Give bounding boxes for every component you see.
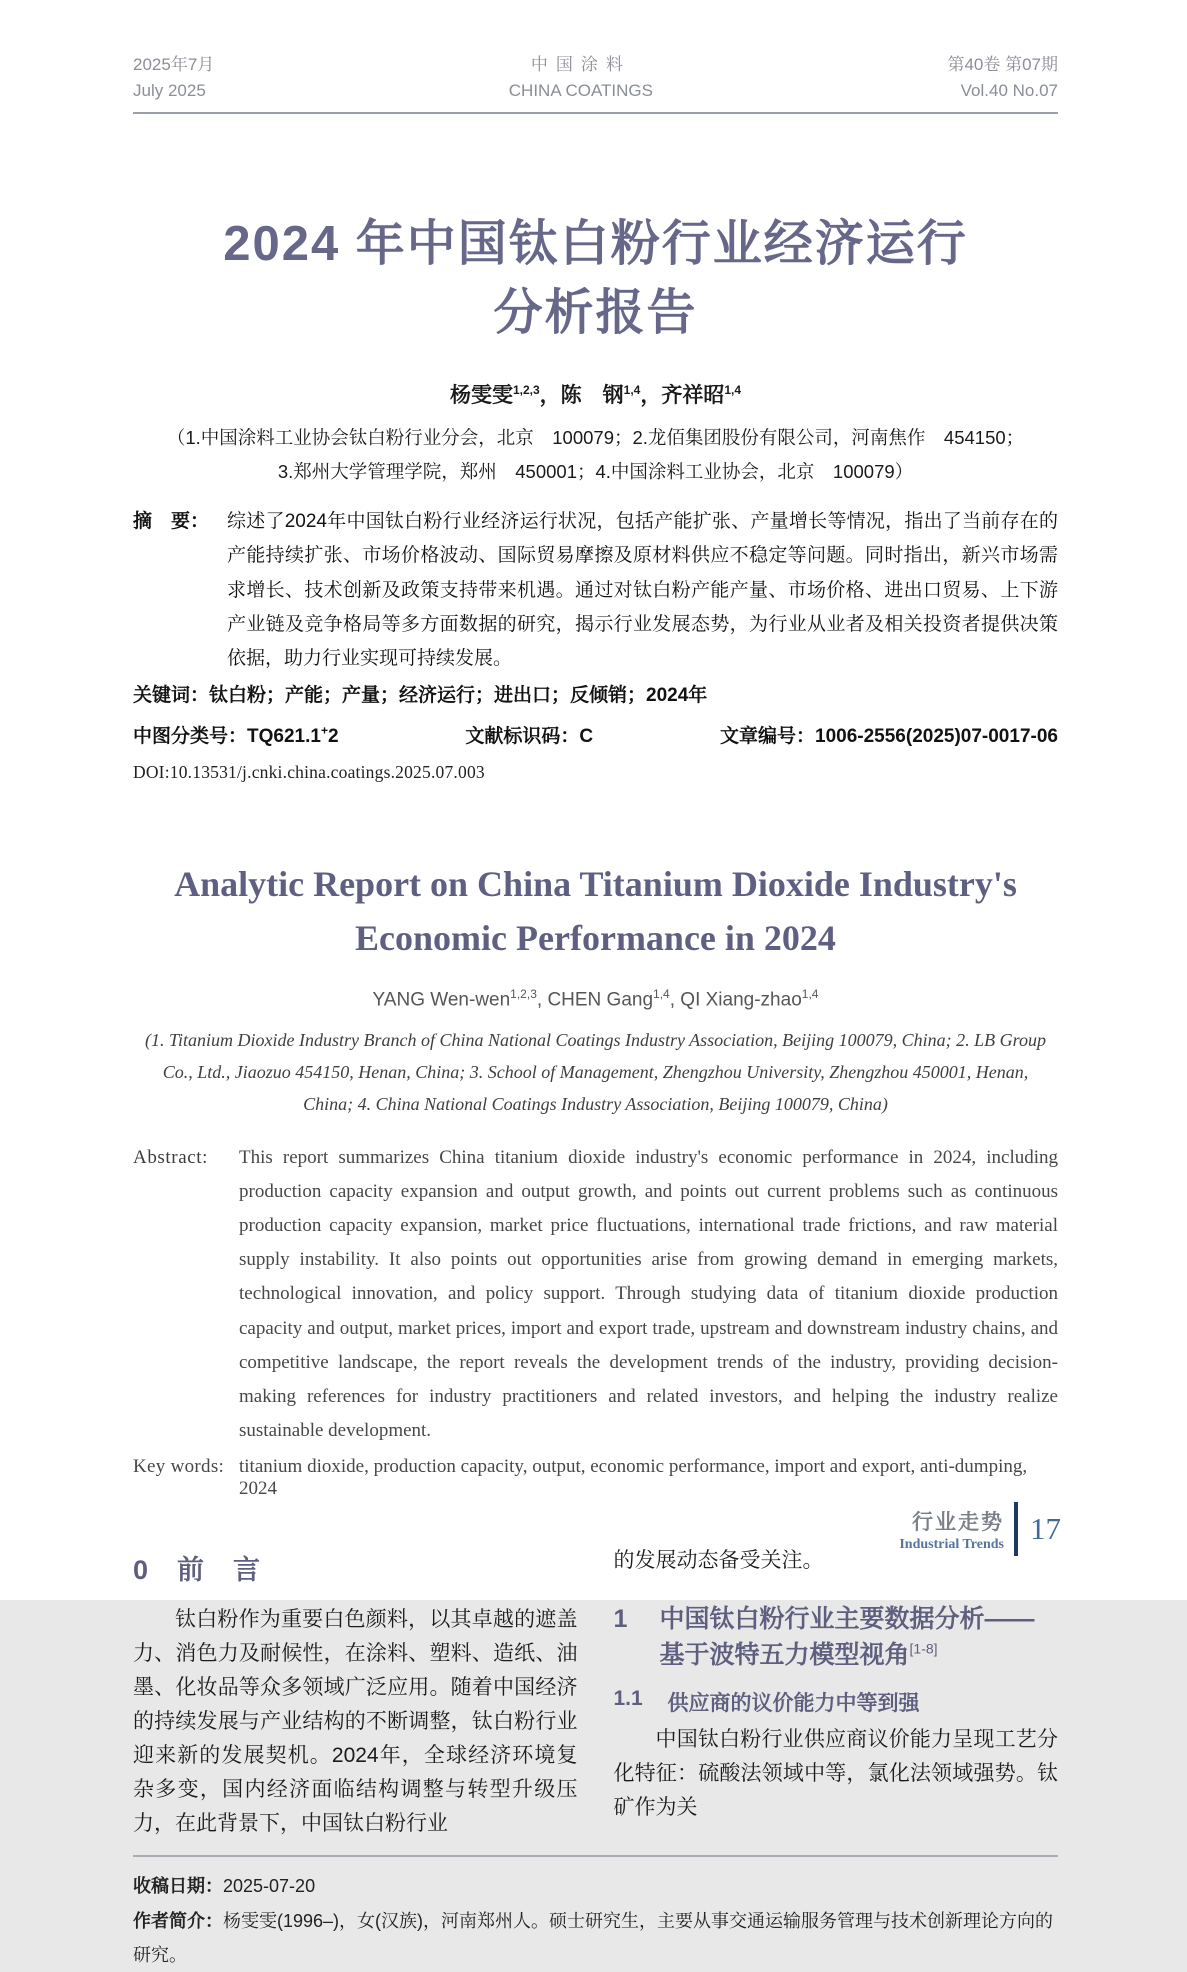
journal-name-en: CHINA COATINGS	[508, 81, 653, 101]
article-meta-row	[133, 721, 1058, 748]
section-1-heading	[614, 1602, 1059, 1673]
abstract-en-label: Abstract:	[133, 1146, 209, 1168]
column-name	[899, 1506, 1014, 1553]
author-name-en: YANG Wen-wen	[372, 989, 511, 1011]
keywords-cn-label: 关键词：	[133, 685, 210, 707]
continuation-paragraph: 的发展动态备受关注。	[613, 1549, 824, 1573]
english-section	[133, 857, 1058, 1500]
clc-number	[133, 721, 339, 748]
author-affil-sup-en: 1,4	[653, 987, 670, 1002]
header-volume-issue	[947, 52, 1058, 105]
author-affil-sup-en: 1,4	[801, 987, 819, 1002]
journal-header	[133, 52, 1058, 114]
keywords-en	[133, 1456, 1058, 1500]
author-name-en: QI Xiang-zhao	[680, 989, 802, 1011]
authors-en	[133, 987, 1058, 1011]
article-title-cn-line1: 2024 年中国钛白粉行业经济运行	[223, 216, 968, 271]
keywords-en-text: titanium dioxide, production capacity, output, economic performance, import and export, anti-dumping, 2024	[239, 1456, 1028, 1500]
authors-cn	[133, 379, 1058, 409]
document-code-value: C	[579, 726, 594, 748]
section-1-number: 1	[613, 1605, 628, 1634]
section-0-paragraph: 钛白粉作为重要白色颜料，以其卓越的遮盖力、消色力及耐候性，在涂料、塑料、造纸、油墨、化妆品等众多领域广泛应用。随着中国经济的持续发展与产业结构的不断调整，钛白粉行业迎来新的发展契机。2024年，全球经济环境复杂多变，国内经济面临结构调整与转型升级压力，在此背景下，中国钛白粉行业	[133, 1608, 578, 1836]
section-1-heading-text-wrap	[660, 1602, 1059, 1673]
section-1-1-paragraph: 中国钛白粉行业供应商议价能力呈现工艺分化特征：硫酸法领域中等，氯化法领域强势。钛矿作为关	[613, 1728, 1058, 1820]
volume-issue-en: Vol.40 No.07	[960, 81, 1058, 101]
body-column-right	[614, 1544, 1059, 1841]
author-name-en: CHEN Gang	[547, 989, 654, 1011]
keywords-en-label: Key words:	[133, 1456, 225, 1478]
author-separator-en: ,	[536, 989, 548, 1011]
article-title-cn	[133, 210, 1058, 349]
abstract-en-text: This report summarizes China titanium dioxide industry's economic performance in 2024, including production capacity expansion and output growth, and points out current problems such as continuous production capacity expansion, market price fluctuations, international trade frictions, and raw material supply instability. It also points out opportunities arise from growing demand in emerging markets, technological innovation, and policy support. Through studying data of titanium dioxide production capacity and output, market prices, import and export trade, upstream and downstream industry chains, and competitive landscape, the report reveals the development trends of the industry, providing decision-making references for industry practitioners and related investors, and helping the industry realize sustainable development.	[239, 1146, 1058, 1442]
clc-label: 中图分类号：	[133, 726, 248, 748]
keywords-cn	[133, 680, 1058, 707]
issue-date-en: July 2025	[133, 81, 206, 101]
received-date-line	[133, 1869, 1058, 1903]
section-1-heading-text: 中国钛白粉行业主要数据分析——基于波特五力模型视角	[659, 1605, 1035, 1669]
author-affil-sup-en: 1,2,3	[510, 987, 537, 1002]
author-name: 杨雯雯	[449, 383, 513, 407]
article-title-cn-line2: 分析报告	[493, 286, 698, 341]
column-name-en: Industrial Trends	[899, 1536, 1004, 1552]
author-separator-en: ,	[669, 989, 681, 1011]
abstract-cn-text: 综述了2024年中国钛白粉行业经济运行状况，包括产能扩张、产量增长等情况，指出了当前存在的产能持续扩张、市场价格波动、国际贸易摩擦及原材料供应不稳定等问题。同时指出，新兴市场需求增长、技术创新及政策支持带来机遇。通过对钛白粉产能产量、市场价格、进出口贸易、上下游产业链及竞争格局等多方面数据的研究，揭示行业发展态势，为行业从业者及相关投资者提供决策依据，助力行业实现可持续发展。	[227, 511, 1058, 670]
volume-issue-cn: 第40卷 第07期	[947, 55, 1058, 74]
section-0-heading: 0 前 言	[133, 1555, 262, 1586]
section-1-1-number: 1.1	[613, 1687, 643, 1711]
page-footer	[899, 1502, 1061, 1556]
author-separator: ，	[539, 383, 561, 407]
abstract-en	[133, 1141, 1058, 1449]
article-id	[720, 721, 1058, 748]
document-code-label: 文献标识码：	[465, 726, 580, 748]
clc-tail: 2	[327, 726, 339, 748]
body-column-left	[133, 1544, 578, 1841]
clc-superscript: +	[320, 723, 328, 738]
affiliations-cn: （1.中国涂料工业协会钛白粉行业分会，北京 100079；2.龙佰集团股份有限公司，河南焦作 454150；3.郑州大学管理学院，郑州 450001；4.中国涂料工业协会，北京 100079）	[166, 426, 1025, 483]
keywords-cn-text: 钛白粉；产能；产量；经济运行；进出口；反倾销；2024年	[209, 685, 708, 707]
section-1-1-heading-text: 供应商的议价能力中等到强	[667, 1692, 920, 1716]
abstract-cn	[133, 505, 1058, 676]
header-journal-name	[509, 52, 653, 105]
author-affil-sup: 1,4	[623, 382, 641, 397]
article-title-en-line1: Analytic Report on China Titanium Dioxide Industry's	[174, 864, 1017, 905]
header-issue-date	[133, 52, 214, 105]
issue-date-cn: 2025年7月	[133, 55, 215, 74]
clc-value: TQ621.1	[247, 726, 321, 748]
received-date-value: 2025-07-20	[223, 1876, 316, 1897]
author-name: 齐祥昭	[661, 383, 725, 407]
document-code	[465, 721, 593, 748]
author-bio-line	[133, 1904, 1058, 1972]
author-bio-label: 作者简介：	[133, 1910, 223, 1931]
journal-name-cn: 中国涂料	[530, 55, 631, 74]
author-name: 陈 钢	[560, 383, 624, 407]
received-date-label: 收稿日期：	[133, 1876, 223, 1897]
author-separator: ，	[640, 383, 662, 407]
column-name-cn: 行业走势	[912, 1510, 1004, 1534]
article-id-value: 1006-2556(2025)07-0017-06	[815, 726, 1058, 748]
footnote-block	[133, 1855, 1058, 1972]
article-title-en	[133, 857, 1058, 965]
author-affil-sup: 1,2,3	[512, 382, 540, 397]
section-1-citation-sup: [1-8]	[909, 1640, 938, 1657]
page-number: 17	[1030, 1511, 1061, 1546]
article-id-label: 文章编号：	[719, 726, 815, 748]
author-bio-value: 杨雯雯(1996–)，女(汉族)，河南郑州人。硕士研究生，主要从事交通运输服务管理与技术创新理论方向的研究。	[133, 1910, 1054, 1965]
author-affil-sup: 1,4	[724, 382, 742, 397]
section-1-1-heading	[614, 1687, 1059, 1717]
abstract-cn-label: 摘 要：	[133, 511, 210, 533]
article-title-en-line2: Economic Performance in 2024	[355, 918, 836, 959]
doi: DOI:10.13531/j.cnki.china.coatings.2025.07.003	[133, 762, 485, 783]
affiliations-en: (1. Titanium Dioxide Industry Branch of China National Coatings Industry Association, Beijing 100079, China; 2. LB Group Co., Ltd., Jiaozuo 454150, Henan, China; 3. School of Management, Zhengzhou University, Zhengzhou 450001, Henan, China; 4. China National Coatings Industry Association, Beijing 100079, China)	[144, 1029, 1046, 1115]
article-body	[133, 1544, 1058, 1841]
